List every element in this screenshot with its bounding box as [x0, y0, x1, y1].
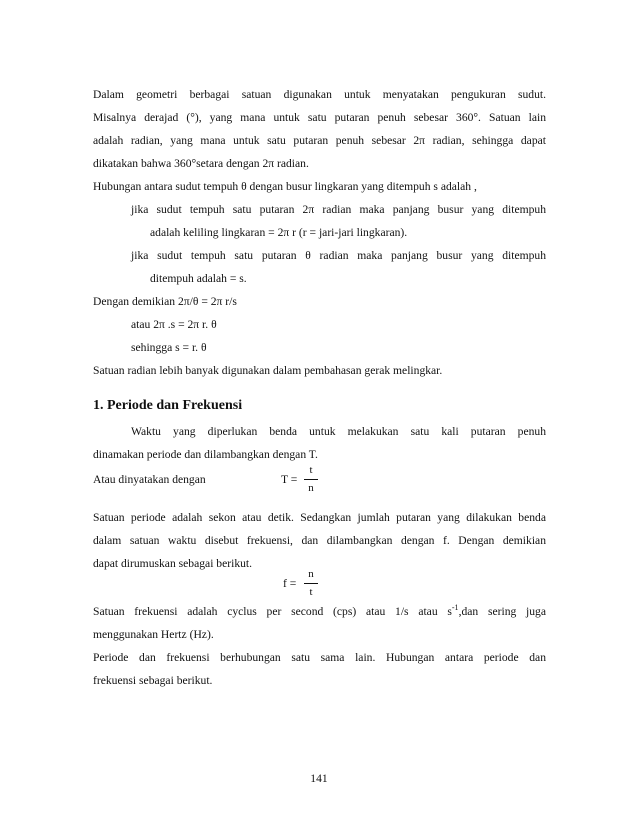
hubungan-para-line-2: frekuensi sebagai berikut. — [93, 674, 213, 687]
frequency-formula-denominator: t — [309, 586, 313, 598]
satuan-frekuensi-line-1 — [93, 604, 546, 620]
hubungan-para-line-1: Periode dan frekuensi berhubungan satu sama lain. Hubungan antara periode dan — [93, 651, 546, 664]
section-heading: 1. Periode dan Frekuensi — [93, 398, 243, 413]
case2-line-2: ditempuh adalah = s. — [150, 272, 247, 285]
frekuensi-para-line-1: Satuan periode adalah sekon atau detik. Sedangkan jumlah putaran yang dilakukan benda — [93, 511, 546, 524]
equation-demikian: Dengan demikian 2π/θ = 2π r/s — [93, 295, 237, 308]
case1-line-2: adalah keliling lingkaran = 2π r (r = jari-jari lingkaran). — [150, 226, 408, 239]
frequency-formula-numerator: n — [308, 568, 314, 580]
frekuensi-para-line-2: dalam satuan waktu disebut frekuensi, dan dilambangkan dengan f. Dengan demikian — [93, 534, 546, 547]
intro-line-1: Dalam geometri berbagai satuan digunakan untuk menyatakan pengukuran sudut. — [93, 88, 546, 101]
equation-atau: atau 2π .s = 2π r. θ — [131, 318, 217, 331]
intro-line-2: Misalnya derajad (°), yang mana untuk satu putaran penuh sebesar 360°. Satuan lain — [93, 111, 546, 124]
page-number: 141 — [310, 772, 328, 785]
period-formula-lhs: T = — [281, 473, 298, 486]
radian-closing-line: Satuan radian lebih banyak digunakan dalam pembahasan gerak melingkar. — [93, 364, 443, 377]
periode-para-line-1: Waktu yang diperlukan benda untuk melakukan satu kali putaran penuh — [131, 425, 546, 438]
case2-line-1: jika sudut tempuh satu putaran θ radian maka panjang busur yang ditempuh — [131, 249, 546, 262]
period-formula-denominator: n — [308, 482, 314, 494]
equation-sehingga: sehingga s = r. θ — [131, 341, 207, 354]
frequency-formula-fraction-bar — [304, 583, 318, 584]
relation-line: Hubungan antara sudut tempuh θ dengan busur lingkaran yang ditempuh s adalah , — [93, 180, 477, 193]
satuan-frekuensi-text-a: Satuan frekuensi adalah cyclus per second (cps) atau 1/s atau s — [93, 605, 452, 618]
atau-dinyatakan-label: Atau dinyatakan dengan — [93, 473, 206, 486]
satuan-frekuensi-line-2: menggunakan Hertz (Hz). — [93, 628, 214, 641]
period-formula-fraction-bar — [304, 479, 318, 480]
intro-line-4: dikatakan bahwa 360°setara dengan 2π radian. — [93, 157, 309, 170]
frekuensi-para-line-3: dapat dirumuskan sebagai berikut. — [93, 557, 253, 570]
case1-line-1: jika sudut tempuh satu putaran 2π radian maka panjang busur yang ditempuh — [131, 203, 546, 216]
periode-para-line-2: dinamakan periode dan dilambangkan dengan T. — [93, 448, 318, 461]
intro-line-3: adalah radian, yang mana untuk satu putaran penuh sebesar 2π radian, sehingga dapat — [93, 134, 546, 147]
inverse-second-exponent: -1 — [451, 603, 459, 613]
frequency-formula-lhs: f = — [283, 577, 297, 590]
period-formula-numerator: t — [309, 464, 313, 476]
satuan-frekuensi-text-b: ,dan sering juga — [458, 605, 546, 618]
